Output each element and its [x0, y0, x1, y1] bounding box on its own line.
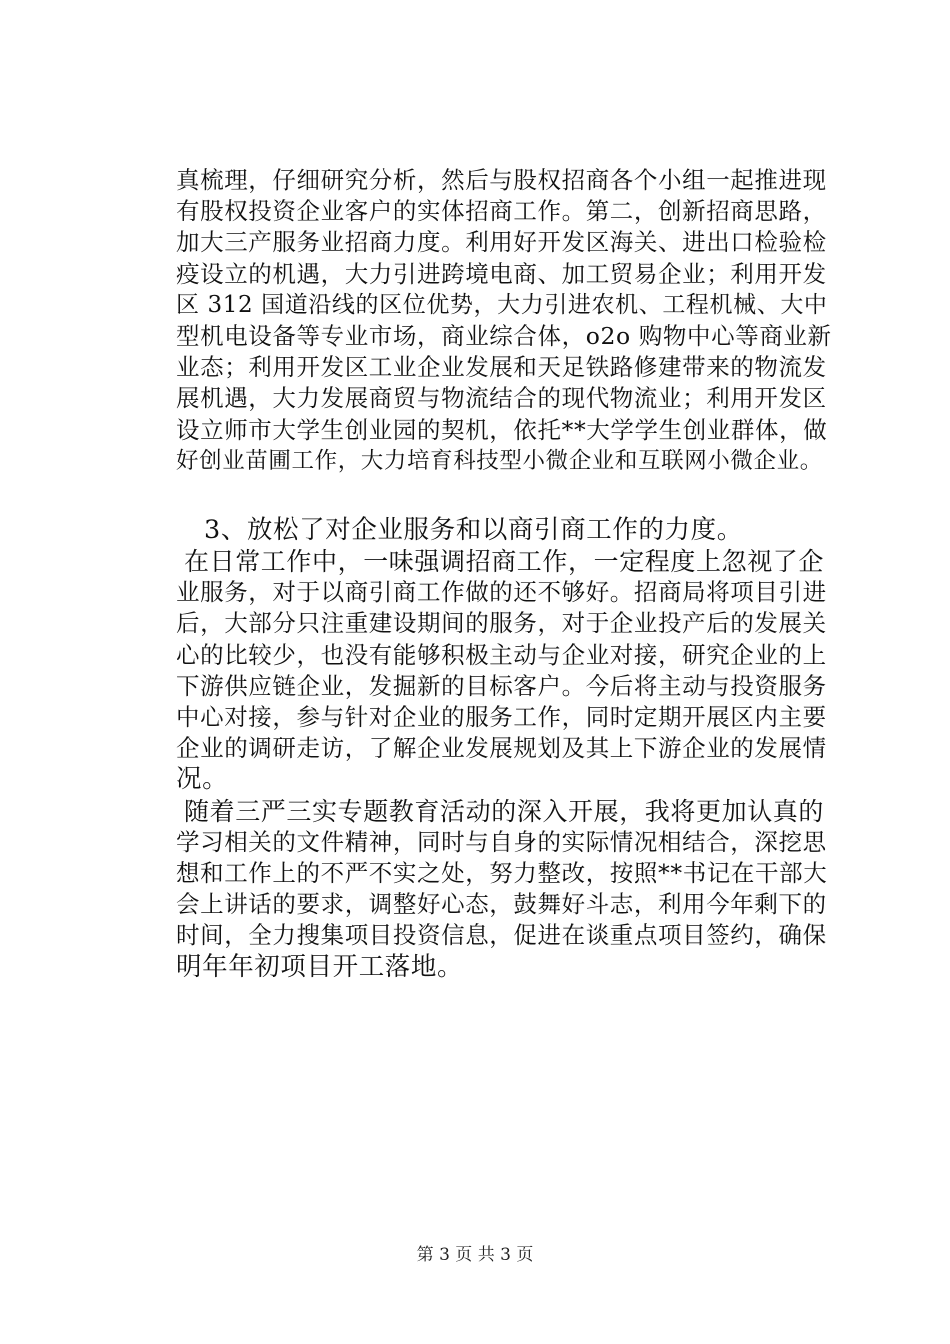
text-line: 业态；利用开发区工业企业发展和天足铁路修建带来的物流发 — [176, 353, 827, 382]
text-line: 随着三严三实专题教育活动的深入开展，我将更加认真的 — [184, 796, 825, 826]
text-line: 设立师市大学生创业园的契机，依托**大学学生创业群体，做 — [176, 415, 828, 444]
text-line: 疫设立的机遇，大力引进跨境电商、加工贸易企业；利用开发 — [176, 259, 827, 288]
paragraph-continuation — [176, 165, 836, 477]
text-line: 展机遇，大力发展商贸与物流结合的现代物流业；利用开发区 — [176, 384, 827, 413]
text-line: 会上讲话的要求，调整好心态，鼓舞好斗志，利用今年剩下的 — [176, 890, 827, 919]
text-line: 下游供应链企业，发掘新的目标客户。今后将主动与投资服务 — [176, 671, 827, 700]
page-footer: 第 3 页 共 3 页 — [416, 1245, 534, 1265]
text-line: 况。 — [176, 764, 229, 795]
text-line: 加大三产服务业招商力度。利用好开发区海关、进出口检验检 — [176, 228, 827, 257]
text-line: 明年年初项目开工落地。 — [176, 951, 464, 982]
text-line: 心的比较少，也没有能够积极主动与企业对接，研究企业的上 — [176, 640, 827, 669]
text-line: 企业的调研走访，了解企业发展规划及其上下游企业的发展情 — [176, 734, 827, 763]
text-line: 学习相关的文件精神，同时与自身的实际情况相结合，深挖思 — [176, 827, 827, 856]
document-body — [176, 165, 836, 983]
text-line: 区 312 国道沿线的区位优势，大力引进农机、工程机械、大中 — [176, 291, 828, 318]
text-line: 有股权投资企业客户的实体招商工作。第二，创新招商思路， — [176, 197, 827, 226]
text-line: 真梳理，仔细研究分析，然后与股权招商各个小组一起推进现 — [176, 166, 827, 194]
text-line: 中心对接，参与针对企业的服务工作，同时定期开展区内主要 — [176, 703, 827, 731]
text-line: 想和工作上的不严不实之处，努力整改，按照**书记在干部大 — [176, 858, 828, 887]
paragraph-two — [176, 546, 836, 796]
text-line: 在日常工作中，一味强调招商工作，一定程度上忽视了企 — [184, 547, 825, 577]
text-line: 时间，全力搜集项目投资信息，促进在谈重点项目签约，确保 — [176, 921, 827, 950]
text-line: 业服务，对于以商引商工作做的还不够好。招商局将项目引进 — [176, 578, 827, 607]
paragraph-spacing — [176, 477, 836, 515]
paragraph-three — [176, 796, 836, 983]
text-line: 好创业苗圃工作，大力培育科技型小微企业和互联网小微企业。 — [176, 447, 823, 474]
text-line: 型机电设备等专业市场，商业综合体，o2o 购物中心等商业新 — [176, 321, 832, 350]
text-line: 后，大部分只注重建设期间的服务，对于企业投产后的发展关 — [176, 609, 827, 638]
section-heading: 3、放松了对企业服务和以商引商工作的力度。 — [204, 514, 743, 545]
